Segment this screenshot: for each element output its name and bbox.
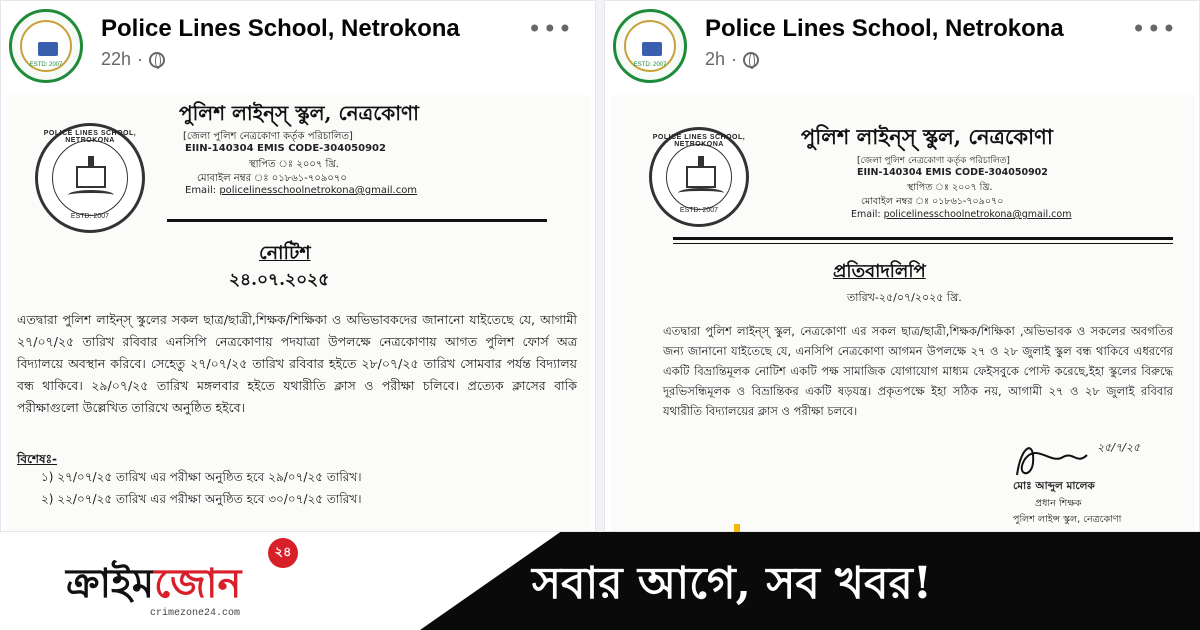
letterhead-email-row	[851, 209, 1071, 220]
building-icon	[76, 166, 106, 188]
protest-document-image	[611, 95, 1195, 532]
globe-icon	[149, 52, 165, 68]
post-time[interactable]: 2h ·	[705, 49, 759, 70]
building-icon	[686, 166, 716, 188]
avatar-estd: ESTD: 2007	[633, 62, 667, 68]
avatar-estd: ESTD: 2007	[29, 62, 63, 68]
letterhead-codes: EIIN-140304 EMIS CODE-304050902	[857, 167, 1048, 178]
notice-document-image	[7, 95, 591, 532]
page-avatar[interactable]	[613, 9, 687, 83]
seal-estd: ESTD: 2007	[679, 207, 719, 214]
signer-title: প্রধান শিক্ষক	[1035, 498, 1082, 509]
special-label: বিশেষঃ-	[17, 452, 58, 466]
book-icon	[642, 42, 662, 56]
notice-date: ২৪.০৭.২০২৫	[229, 270, 330, 290]
letterhead-email-row	[185, 185, 417, 196]
seal-text: POLICE LINES SCHOOL, NETROKONA	[43, 130, 137, 144]
tagline: সবার আগে, সব খবর!	[532, 558, 933, 609]
page-avatar[interactable]	[9, 9, 83, 83]
email-label: Email:	[185, 185, 217, 196]
signer-org: পুলিশ লাইন্স স্কুল, নেত্রকোণা	[1013, 514, 1122, 525]
brand-banner	[0, 532, 1200, 630]
letterhead-established: স্থাপিত ঃ ২০০৭ খ্রি.	[907, 182, 993, 193]
protest-heading: প্রতিবাদলিপি	[833, 261, 926, 282]
protest-body: এতদ্বারা পুলিশ লাইন্স্ স্কুল, নেত্রকোণা এর সকল ছাত্র/ছাত্রী,শিক্ষক/শিক্ষিকা ,অভিভাবক ও সকলের অবগতির জন্য জানানো যাইতেছে যে, এনসিপি নেত্রকোণা আগমন উপলক্ষে ২৭ ও ২৮ জুলাই স্কুল বন্ধ থাকিবে এধরণের একটি বিভ্রান্তিমূলক নোটিশ একটি পক্ষ সামাজিক যোগাযোগ মাধ্যম ফেইসবুকে পোস্ট করেছে,ইহা স্কুলের বিরুদ্ধে দূরভিসন্ধিমূলক ও বিভ্রান্তিকর একটি ষড়যন্ত্র। প্রকৃতপক্ষে ইহা সঠিক নয়, আগামী ২৭ ও ২৮ জুলাই রবিবার যথারীতি বিদ্যালয়ের ক্লাস ও পরীক্ষা চলবে।	[663, 324, 1173, 418]
logo-text-red: জোন	[154, 561, 242, 607]
seal-text: POLICE LINES SCHOOL, NETROKONA	[652, 134, 746, 148]
post-header	[1, 1, 595, 83]
more-options-button[interactable]: •••	[527, 15, 573, 43]
globe-icon	[743, 52, 759, 68]
post-time-label: 22h	[101, 49, 132, 69]
letterhead-codes: EIIN-140304 EMIS CODE-304050902	[185, 143, 386, 154]
letterhead-rule	[167, 219, 547, 222]
notice-heading: নোটিশ	[259, 242, 311, 264]
email-label: Email:	[851, 209, 881, 220]
facebook-post-notice	[0, 0, 596, 532]
email-address: policelinesschoolnetrokona@gmail.com	[219, 185, 418, 196]
logo-badge: ২৪	[268, 538, 298, 568]
letterhead-subtitle: [জেলা পুলিশ নেত্রকোণা কর্তৃক পরিচালিত]	[183, 131, 353, 142]
letterhead-rule-thin	[673, 243, 1173, 244]
open-book-icon	[68, 190, 114, 200]
post-time-label: 2h	[705, 49, 726, 69]
special-item: ২) ২২/০৭/২৫ তারিখ এর পরীক্ষা অনুষ্ঠিত হবে ৩০/০৭/২৫ তারিখ।	[41, 492, 362, 506]
signer-name: মোঃ আব্দুল মালেক	[1013, 480, 1095, 492]
logo-text-black: ক্রাইম	[66, 561, 155, 607]
notice-body: এতদ্বারা পুলিশ লাইন্স্ স্কুলের সকল ছাত্র/ছাত্রী,শিক্ষক/শিক্ষিকা ও অভিভাবকদের জানানো যাইতেছে যে, আগামী ২৭/০৭/২৫ তারিখ রবিবার এনসিপি নেত্রকোণায় পদযাত্রা উপলক্ষে নেত্রকোণায় আগত পুলিশ ফোর্স অত্র বিদ্যালয়ে অবস্থান করিবে। সেহেতু ২৭/০৭/২৫ তারিখ রবিবার হইতে ২৮/০৭/২৫ তারিখ সোমবার পর্যন্ত বিদ্যালয় বন্ধ থাকিবে। ২৯/০৭/২৫ তারিখ মঙ্গলবার হইতে যথারীতি ক্লাস ও পরীক্ষা চলিবে। প্রত্যেক ক্লাসের বাকি পরীক্ষাগুলো উল্লেখিত তারিখে অনুষ্ঠিত হইবে।	[17, 312, 577, 415]
protest-date: তারিখ-২৫/০৭/২০২৫ খ্রি.	[847, 291, 962, 304]
school-seal	[35, 123, 145, 233]
more-options-button[interactable]: •••	[1131, 15, 1177, 43]
page-name-link[interactable]: Police Lines School, Netrokona	[101, 15, 460, 42]
signature-date: ২৫/৭/২৫	[1097, 441, 1141, 454]
post-time[interactable]: 22h ·	[101, 49, 165, 70]
letterhead-phone: মোবাইল নম্বর ঃ ০১৮৬১-৭০৯০৭০	[861, 196, 1004, 207]
book-icon	[38, 42, 58, 56]
logo-url: crimezone24.com	[150, 608, 241, 619]
letterhead-rule	[673, 237, 1173, 240]
letterhead-title: পুলিশ লাইন্স্ স্কুল, নেত্রকোণা	[179, 101, 419, 125]
letterhead-title: পুলিশ লাইন্স্ স্কুল, নেত্রকোণা	[801, 124, 1053, 149]
open-book-icon	[678, 188, 724, 198]
page-name-link[interactable]: Police Lines School, Netrokona	[705, 15, 1064, 42]
letterhead-subtitle: [জেলা পুলিশ নেত্রকোণা কর্তৃক পরিচালিত]	[857, 156, 1010, 166]
post-divider	[596, 0, 604, 532]
letterhead-phone: মোবাইল নম্বর ঃ ০১৮৬১-৭০৯০৭০	[197, 173, 347, 184]
post-header	[605, 1, 1199, 83]
letterhead-established: স্থাপিত ঃ ২০০৭ খ্রি.	[249, 159, 339, 170]
special-item: ১) ২৭/০৭/২৫ তারিখ এর পরীক্ষা অনুষ্ঠিত হবে ২৯/০৭/২৫ তারিখ।	[41, 470, 362, 484]
facebook-post-protest	[604, 0, 1200, 532]
email-address: policelinesschoolnetrokona@gmail.com	[883, 209, 1072, 220]
seal-estd: ESTD: 2007	[70, 213, 110, 220]
school-seal	[649, 127, 749, 227]
